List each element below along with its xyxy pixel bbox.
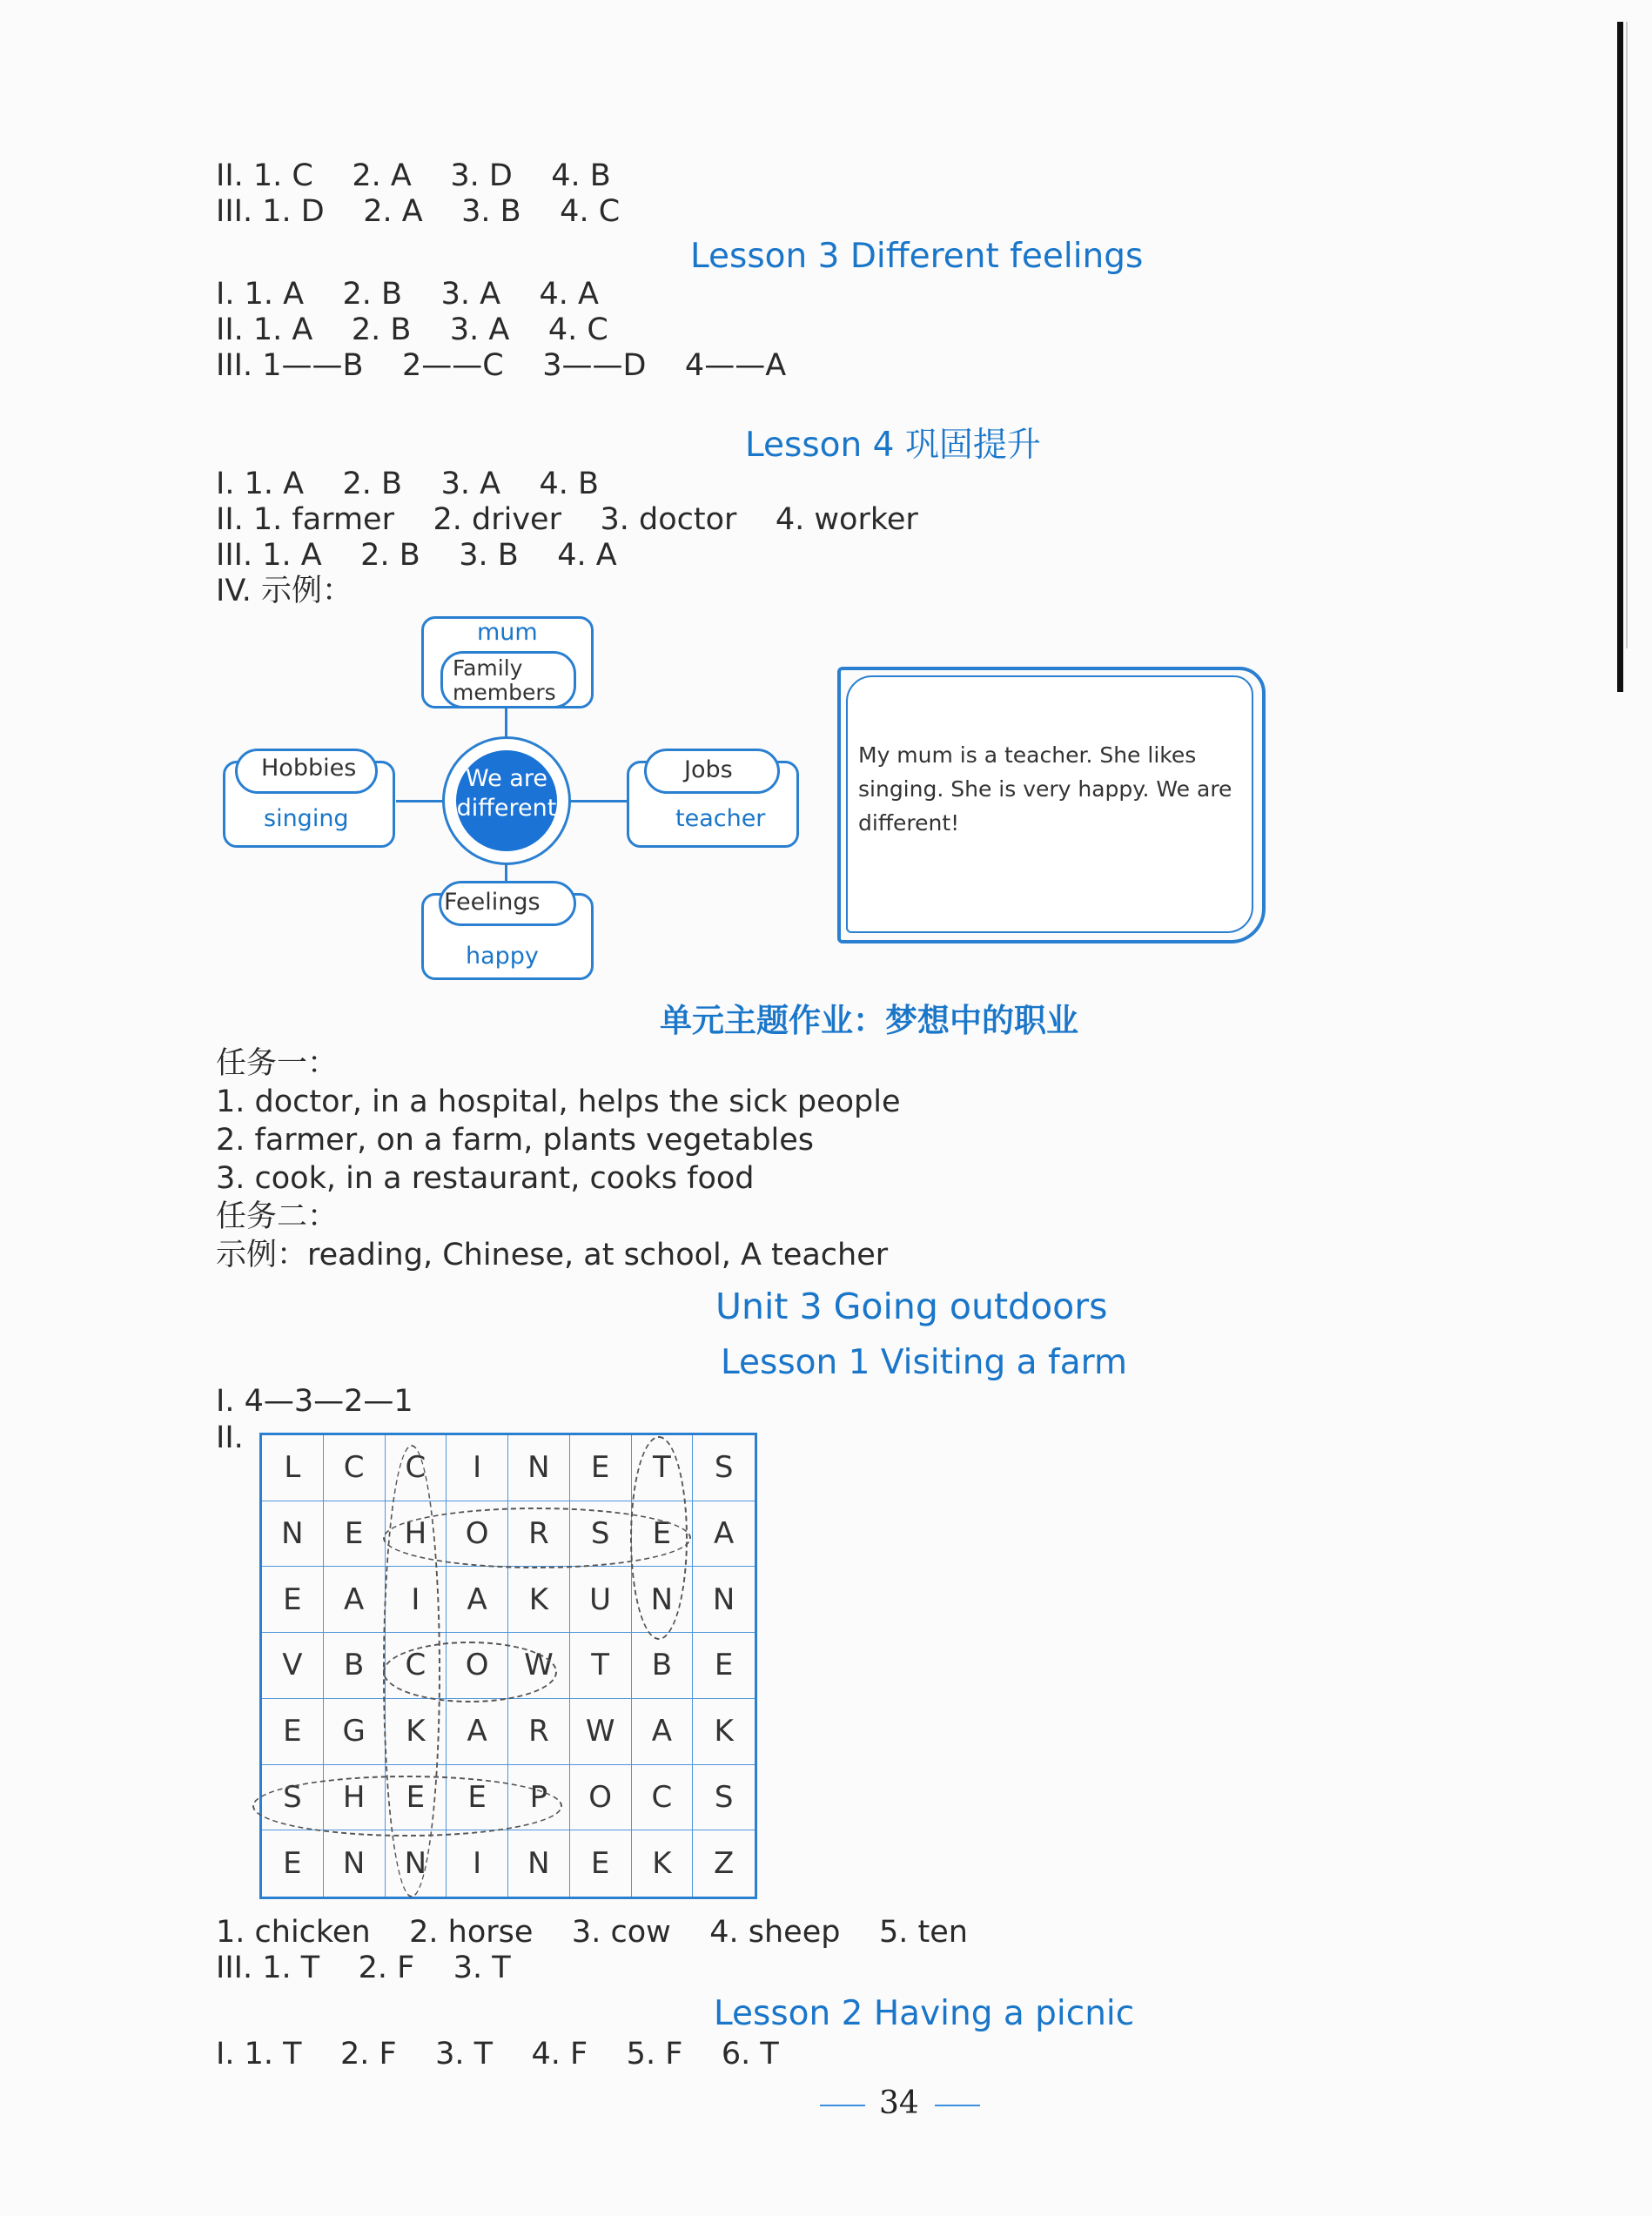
grid-cell: A xyxy=(324,1567,386,1633)
grid-cell: N xyxy=(693,1567,755,1633)
feelings-label: Feelings xyxy=(444,889,541,916)
connector-right xyxy=(569,800,627,802)
unit-heading: Unit 3 Going outdoors xyxy=(715,1286,1108,1327)
grid-cell: L xyxy=(262,1435,324,1501)
grid-cell: A xyxy=(693,1501,755,1568)
grid-cell: E xyxy=(262,1567,324,1633)
family-value: mum xyxy=(477,619,538,646)
grid-cell: O xyxy=(447,1633,508,1699)
grid-cell: S xyxy=(693,1765,755,1831)
grid-cell: N xyxy=(262,1501,324,1568)
answer-line: II. 1. C 2. A 3. D 4. B xyxy=(216,158,611,193)
grid-cell: K xyxy=(693,1699,755,1765)
writing-sample: My mum is a teacher. She likes singing. She is very happy. We are different! xyxy=(858,742,1232,836)
scan-edge-shadow xyxy=(1626,22,1628,648)
grid-cell: G xyxy=(324,1699,386,1765)
lesson-heading: Lesson 4 巩固提升 xyxy=(745,426,1041,465)
lesson-heading: Lesson 3 Different feelings xyxy=(690,237,1144,276)
grid-cell: E xyxy=(262,1830,324,1897)
task-answer: 示例：reading, Chinese, at school, A teacher xyxy=(216,1238,889,1273)
answer-line: III. 1——B 2——C 3——D 4——A xyxy=(216,348,787,383)
grid-cell: K xyxy=(632,1830,694,1897)
grid-cell: I xyxy=(447,1830,508,1897)
answer-line: I. 4—3—2—1 xyxy=(216,1384,413,1419)
grid-cell: T xyxy=(570,1633,632,1699)
grid-cell: C xyxy=(632,1765,694,1831)
task-answer: 1. doctor, in a hospital, helps the sick people xyxy=(216,1084,901,1119)
grid-cell: C xyxy=(386,1435,447,1501)
grid-cell: R xyxy=(508,1501,570,1568)
task-label: 任务二： xyxy=(216,1199,339,1234)
grid-cell: E xyxy=(693,1633,755,1699)
grid-cell: A xyxy=(632,1699,694,1765)
task-answer: 2. farmer, on a farm, plants vegetables xyxy=(216,1123,815,1158)
oval-ten xyxy=(630,1436,688,1640)
oval-sheep xyxy=(252,1776,562,1837)
page-number: 34 xyxy=(879,2085,919,2121)
hobbies-value: singing xyxy=(264,805,349,832)
grid-cell: V xyxy=(262,1633,324,1699)
grid-cell: N xyxy=(508,1435,570,1501)
feelings-value: happy xyxy=(466,943,539,970)
grid-cell: Z xyxy=(713,1846,735,1882)
task-answer: 3. cook, in a restaurant, cooks food xyxy=(216,1161,755,1196)
answer-line: IV. 示例： xyxy=(216,574,353,608)
hobbies-label: Hobbies xyxy=(261,755,357,782)
grid-cell: S xyxy=(693,1435,755,1501)
grid-cell: K xyxy=(386,1699,447,1765)
grid-cell: C xyxy=(386,1633,447,1699)
jobs-label: Jobs xyxy=(684,756,733,783)
grid-cell: P xyxy=(508,1765,570,1831)
grid-cell: E xyxy=(632,1501,694,1568)
grid-cell: S xyxy=(262,1765,324,1831)
grid-cell: N xyxy=(632,1567,694,1633)
grid-cell: N xyxy=(508,1830,570,1897)
grid-cell: W xyxy=(508,1633,570,1699)
grid-cell: E xyxy=(324,1501,386,1568)
answer-line: III. 1. A 2. B 3. B 4. A xyxy=(216,538,617,573)
center-label: We are different xyxy=(456,765,557,822)
grid-cell: B xyxy=(632,1633,694,1699)
jobs-value: teacher xyxy=(675,805,766,832)
grid-cell: T xyxy=(632,1435,694,1501)
grid-cell: O xyxy=(570,1765,632,1831)
grid-cell: W xyxy=(570,1699,632,1765)
grid-cell: U xyxy=(570,1567,632,1633)
grid-cell: I xyxy=(447,1435,508,1501)
task-label: 任务一： xyxy=(216,1046,339,1081)
unit-task-heading: 单元主题作业：梦想中的职业 xyxy=(660,1002,1078,1039)
scan-edge-bar xyxy=(1617,22,1623,692)
page-dash-right xyxy=(935,2105,980,2106)
answer-line: III. 1. D 2. A 3. B 4. C xyxy=(216,194,621,229)
answer-line: I. 1. A 2. B 3. A 4. B xyxy=(216,467,600,501)
connector-left xyxy=(396,800,444,802)
grid-cell: A xyxy=(447,1699,508,1765)
page-dash-left xyxy=(820,2105,865,2106)
grid-cell: E xyxy=(262,1699,324,1765)
grid-cell: H xyxy=(324,1765,386,1831)
grid-cell: N xyxy=(386,1830,447,1897)
grid-cell: A xyxy=(447,1567,508,1633)
grid-cell: E xyxy=(386,1765,447,1831)
answer-line: II. 1. farmer 2. driver 3. doctor 4. worker xyxy=(216,502,918,537)
grid-cell: I xyxy=(386,1567,447,1633)
grid-cell: S xyxy=(570,1501,632,1568)
lesson-heading: Lesson 2 Having a picnic xyxy=(714,1994,1135,2033)
grid-cell: H xyxy=(386,1501,447,1568)
grid-cell: E xyxy=(447,1765,508,1831)
answer-line: 1. chicken 2. horse 3. cow 4. sheep 5. ten xyxy=(216,1915,968,1950)
grid-cell: E xyxy=(570,1830,632,1897)
answer-line: II. 1. A 2. B 3. A 4. C xyxy=(216,312,608,347)
grid-cell: C xyxy=(324,1435,386,1501)
grid-cell: B xyxy=(324,1633,386,1699)
family-label: Family members xyxy=(453,655,556,705)
grid-cell: O xyxy=(447,1501,508,1568)
grid-cell: R xyxy=(508,1699,570,1765)
answer-line: II. xyxy=(216,1420,244,1455)
oval-cow xyxy=(383,1642,557,1702)
answer-line: I. 1. A 2. B 3. A 4. A xyxy=(216,277,599,312)
lesson-heading: Lesson 1 Visiting a farm xyxy=(721,1343,1127,1382)
grid-cell: K xyxy=(508,1567,570,1633)
answer-line: I. 1. T 2. F 3. T 4. F 5. F 6. T xyxy=(216,2037,779,2072)
grid-cell: N xyxy=(324,1830,386,1897)
answer-line: III. 1. T 2. F 3. T xyxy=(216,1951,511,1985)
grid-cell: E xyxy=(570,1435,632,1501)
